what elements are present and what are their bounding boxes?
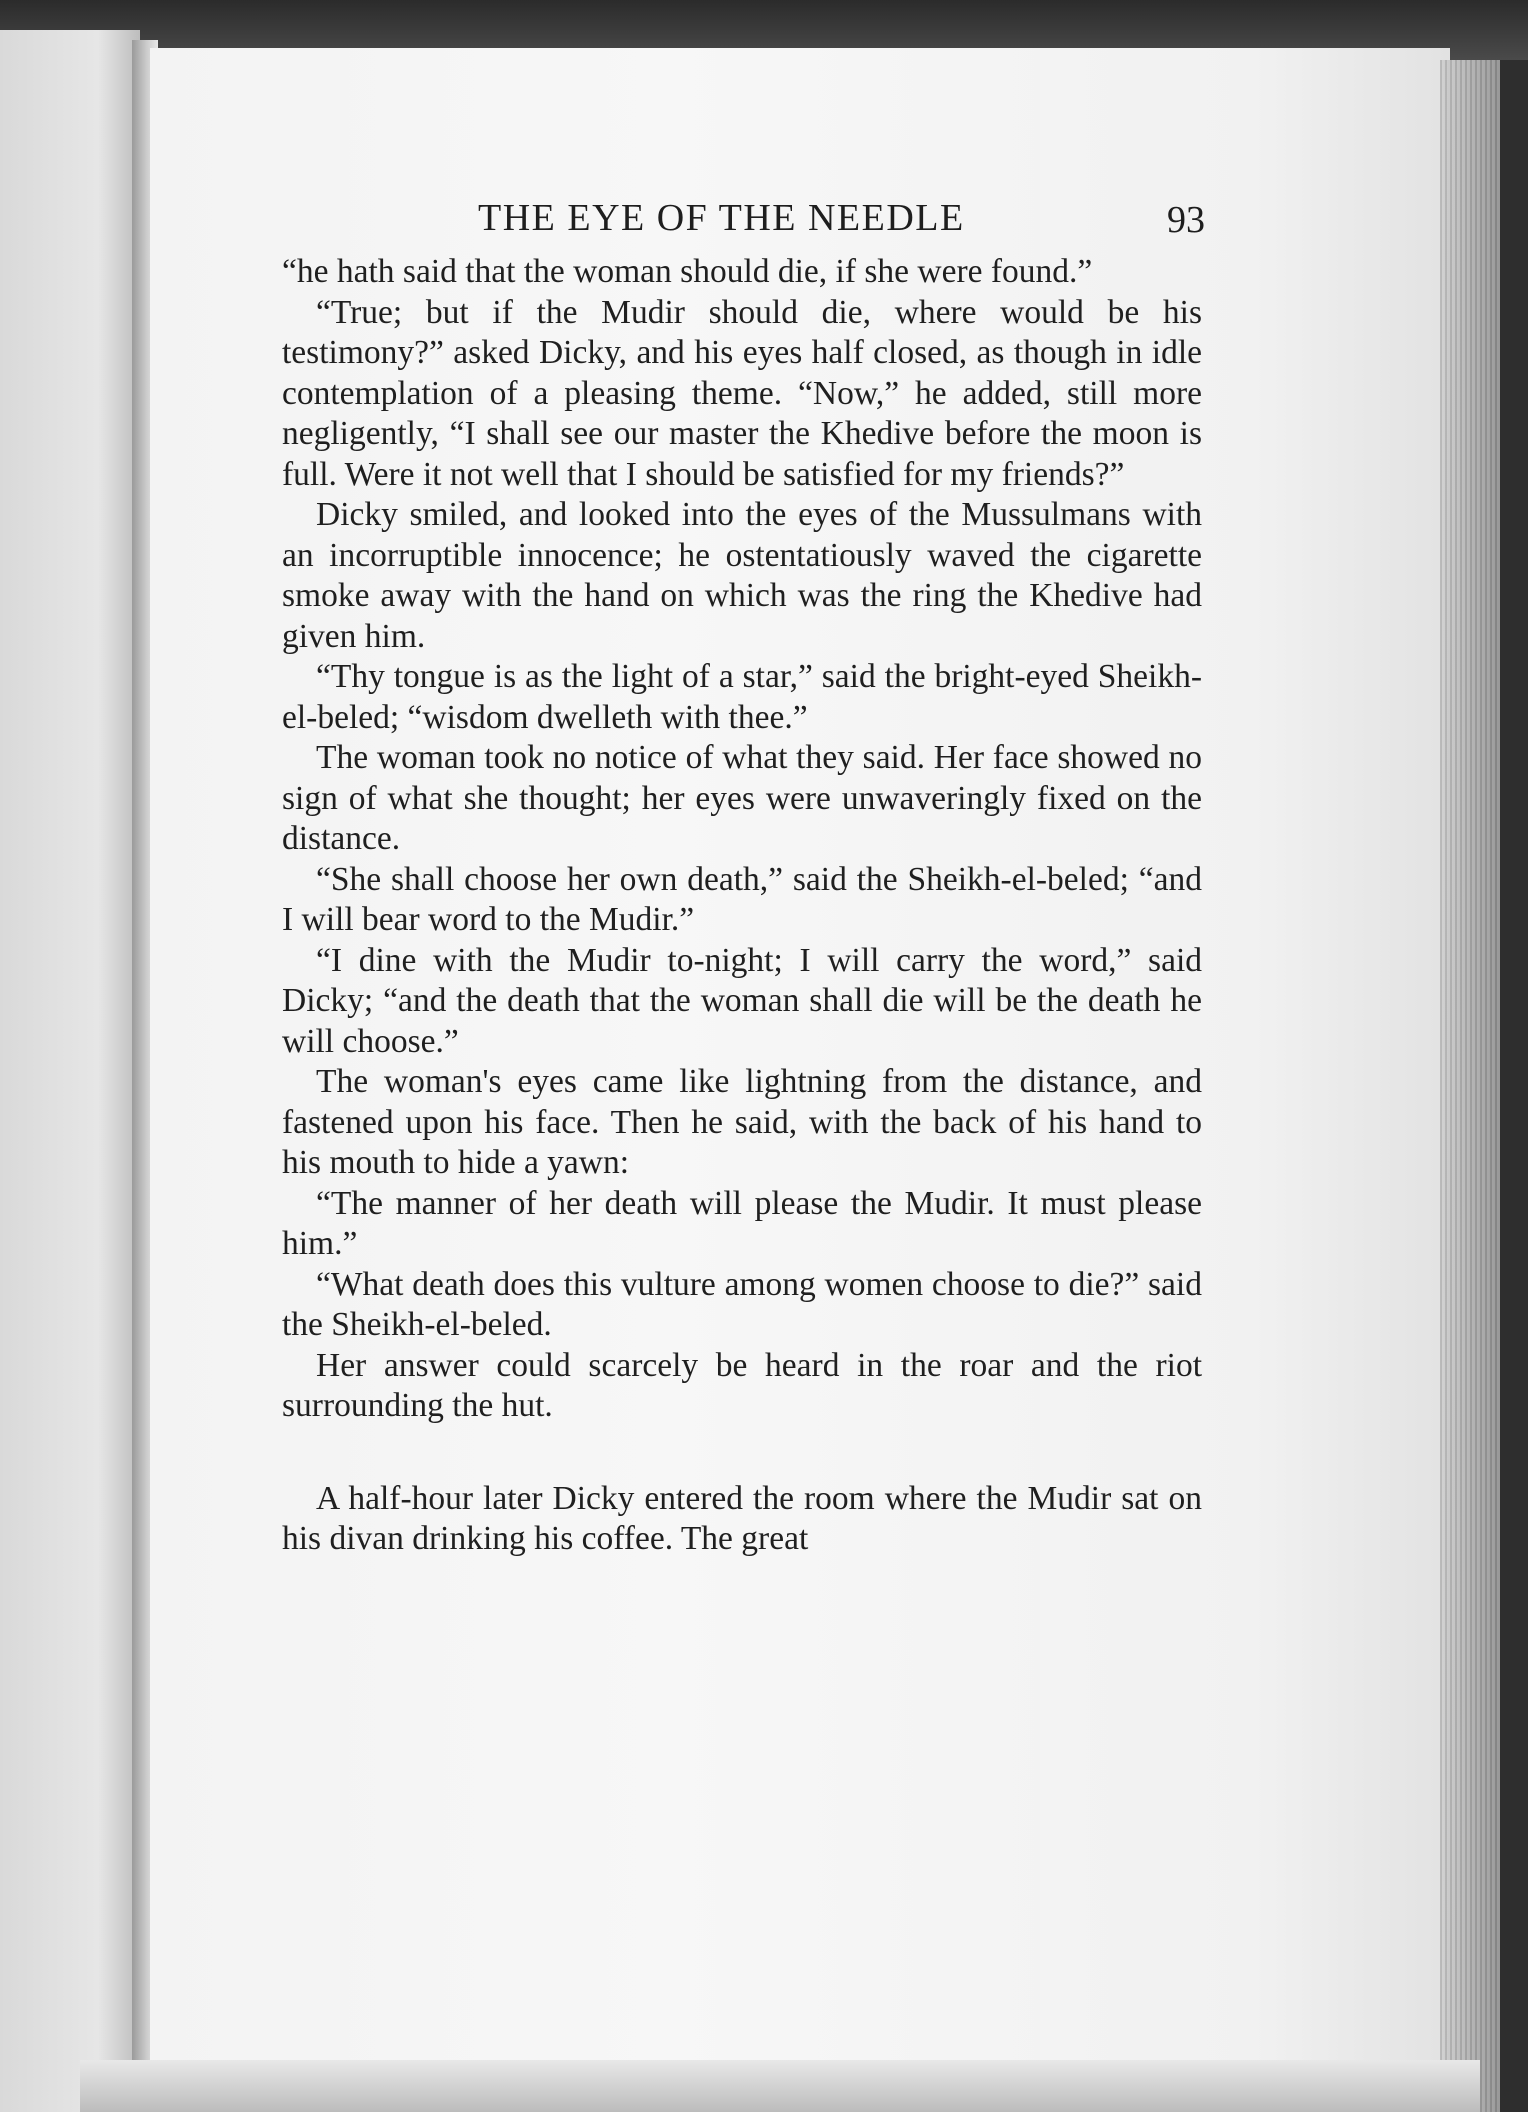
page-bottom-shadow: [80, 2060, 1480, 2112]
paragraph: “I dine with the Mudir to-night; I will carry the word,” said Dicky; “and the death that the woman shall die will be the death he will choose.”: [282, 941, 1202, 1060]
paragraph: A half-hour later Dicky entered the room where the Mudir sat on his divan drinking his coffee. The great: [282, 1479, 1202, 1557]
paragraph: “Thy tongue is as the light of a star,” said the bright-eyed Sheikh-el-beled; “wisdom dwelleth with thee.”: [282, 658, 1202, 736]
paragraph: Dicky smiled, and looked into the eyes of the Mussulmans with an incorruptible innocence; he ostentatiously waved the cigarette smoke away with the hand on which was the ring the Khedive had given him.: [282, 496, 1202, 655]
paragraph: “She shall choose her own death,” said the Sheikh-el-beled; “and I will bear word to the Mudir.”: [282, 860, 1202, 938]
body-text: [282, 252, 1202, 1560]
paragraph: “True; but if the Mudir should die, where would be his testimony?” asked Dicky, and his eyes half closed, as though in idle contemplation of a pleasing theme. “Now,” he added, still more negligently, “I shall see our master the Khedive before the moon is full. Were it not well that I should be satisfied for my friends?”: [282, 293, 1202, 493]
scan-edge-shadow: [1500, 60, 1528, 2112]
page-header: [300, 196, 1205, 246]
paragraph: “What death does this vulture among women choose to die?” said the Sheikh-el-beled.: [282, 1265, 1202, 1343]
paragraph: Her answer could scarcely be heard in the roar and the riot surrounding the hut.: [282, 1346, 1202, 1424]
paragraph: “he hath said that the woman should die, if she were found.”: [282, 253, 1093, 290]
facing-page-edge: [0, 30, 140, 2112]
paragraph: “The manner of her death will please the Mudir. It must please him.”: [282, 1184, 1202, 1262]
paragraph: The woman's eyes came like lightning from the distance, and fastened upon his face. Then he said, with the back of his hand to his mouth to hide a yawn:: [282, 1063, 1202, 1181]
paragraph: The woman took no notice of what they said. Her face showed no sign of what she thought; her eyes were unwaveringly fixed on the distance.: [282, 739, 1202, 857]
page-number: 93: [1167, 199, 1205, 241]
running-title: THE EYE OF THE NEEDLE: [478, 197, 965, 239]
